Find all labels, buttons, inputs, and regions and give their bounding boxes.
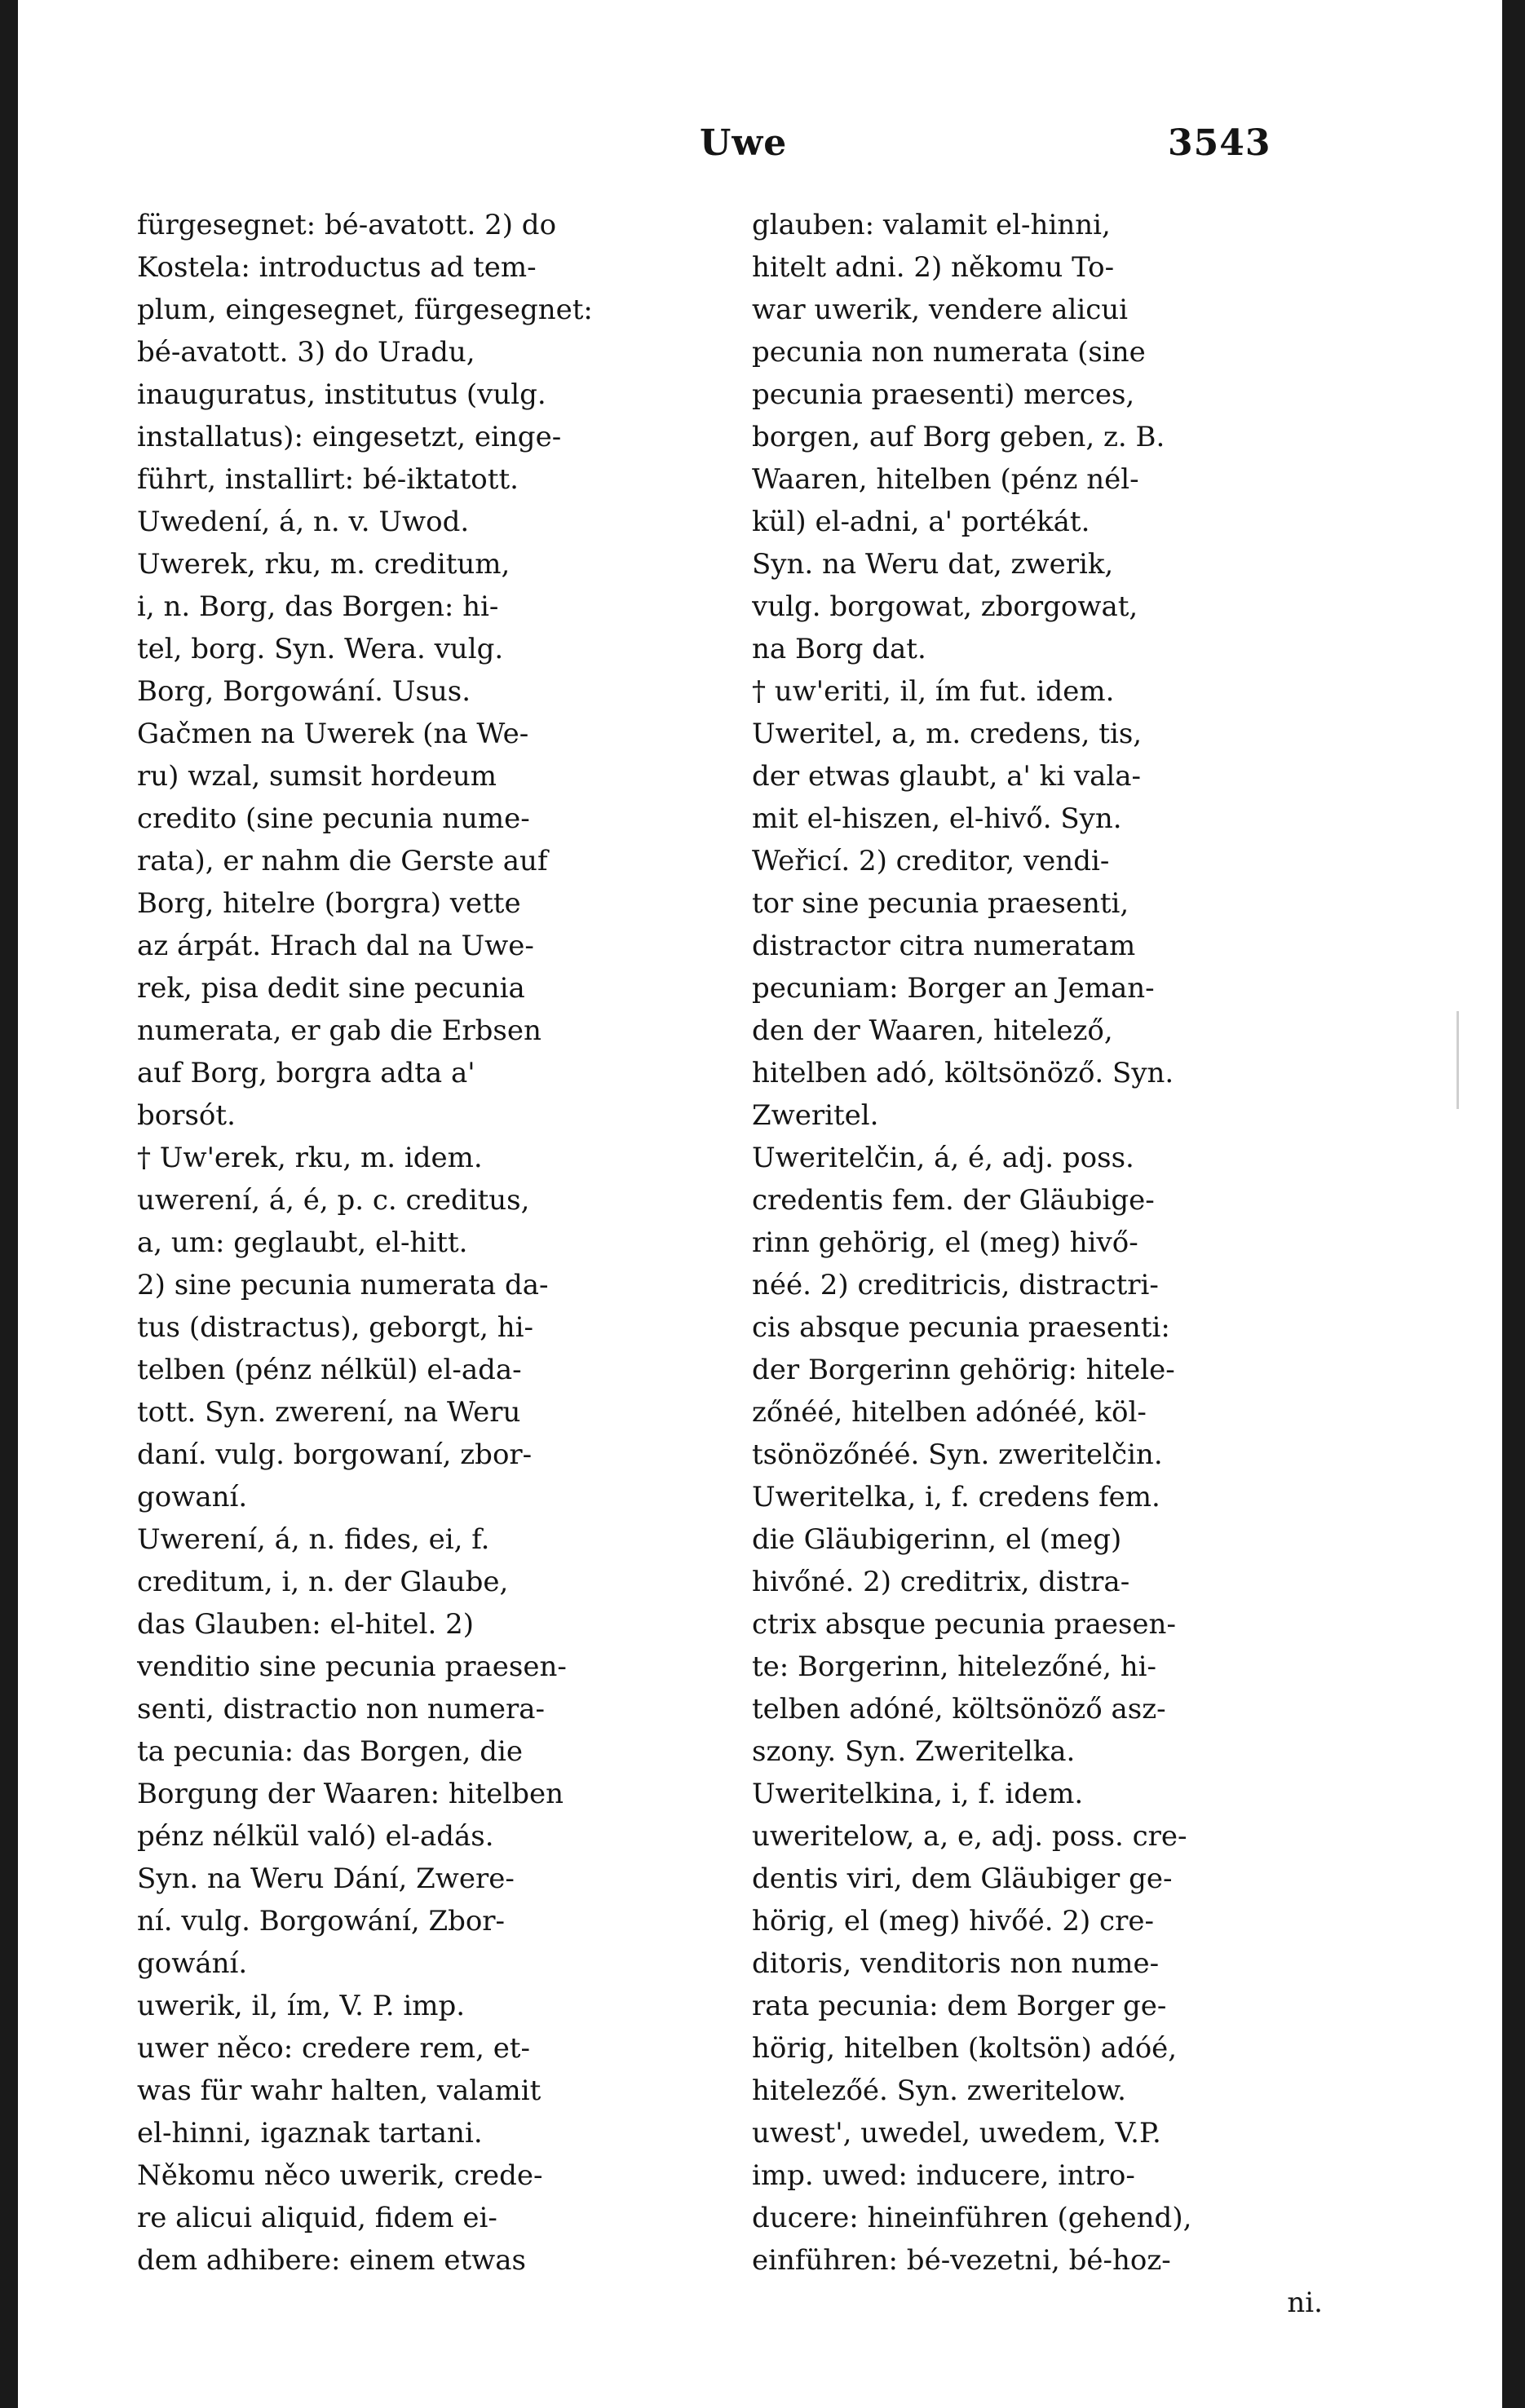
text-line: Zweritel. bbox=[752, 1099, 879, 1132]
text-line: uwerení, á, é, p. c. creditus, bbox=[137, 1184, 530, 1217]
text-line: ru) wzal, sumsit hordeum bbox=[137, 760, 497, 793]
text-line: Borgung der Waaren: hitelben bbox=[137, 1778, 564, 1810]
text-line: rata pecunia: dem Borger ge- bbox=[752, 1990, 1167, 2022]
text-line: fürgesegnet: bé-avatott. 2) do bbox=[137, 209, 557, 241]
text-line: pecunia praesenti) merces, bbox=[752, 378, 1135, 411]
text-line: Uweritelka, i, f. credens fem. bbox=[752, 1481, 1160, 1513]
page-number: 3543 bbox=[1168, 122, 1271, 164]
text-line: ctrix absque pecunia praesen- bbox=[752, 1608, 1176, 1641]
text-line: installatus): eingesetzt, einge- bbox=[137, 421, 562, 453]
text-line: kül) el-adni, a' portékát. bbox=[752, 506, 1090, 538]
text-line: zőnéé, hitelben adónéé, köl- bbox=[752, 1396, 1147, 1429]
text-line: rinn gehörig, el (meg) hivő- bbox=[752, 1226, 1138, 1259]
text-line: ta pecunia: das Borgen, die bbox=[137, 1735, 524, 1768]
text-line: hitelben adó, költsönöző. Syn. bbox=[752, 1057, 1174, 1089]
text-line: tus (distractus), geborgt, hi- bbox=[137, 1311, 533, 1344]
text-line: ní. vulg. Borgowání, Zbor- bbox=[137, 1905, 506, 1937]
text-line: a, um: geglaubt, el-hitt. bbox=[137, 1226, 468, 1259]
right-column bbox=[752, 204, 1323, 2324]
text-line: credito (sine pecunia nume- bbox=[137, 802, 530, 835]
text-line: der Borgerinn gehörig: hitele- bbox=[752, 1354, 1175, 1386]
text-line: pecuniam: Borger an Jeman- bbox=[752, 972, 1155, 1005]
text-line: plum, eingesegnet, fürgesegnet: bbox=[137, 294, 593, 326]
text-line: gowání. bbox=[137, 1947, 248, 1980]
text-line: Uwerení, á, n. fides, ei, f. bbox=[137, 1523, 490, 1556]
text-line: uwerik, il, ím, V. P. imp. bbox=[137, 1990, 466, 2022]
text-line: der etwas glaubt, a' ki vala- bbox=[752, 760, 1142, 793]
text-line: re alicui aliquid, fidem ei- bbox=[137, 2202, 497, 2234]
text-line: borsót. bbox=[137, 1099, 236, 1132]
text-line: vulg. borgowat, zborgowat, bbox=[752, 590, 1138, 623]
text-line: Borg, hitelre (borgra) vette bbox=[137, 887, 521, 920]
text-line: numerata, er gab die Erbsen bbox=[137, 1014, 541, 1047]
text-line: daní. vulg. borgowaní, zbor- bbox=[137, 1438, 533, 1471]
text-line: inauguratus, institutus (vulg. bbox=[137, 378, 546, 411]
text-line: pénz nélkül való) el-adás. bbox=[137, 1820, 494, 1853]
text-line: die Gläubigerinn, el (meg) bbox=[752, 1523, 1122, 1556]
text-line: ducere: hineinführen (gehend), bbox=[752, 2202, 1192, 2234]
text-line: imp. uwed: inducere, intro- bbox=[752, 2159, 1135, 2192]
running-head: Uwe bbox=[700, 122, 788, 164]
text-line: tor sine pecunia praesenti, bbox=[752, 887, 1129, 920]
text-line: Uwedení, á, n. v. Uwod. bbox=[137, 506, 470, 538]
text-line: 2) sine pecunia numerata da- bbox=[137, 1269, 549, 1301]
text-line: hivőné. 2) creditrix, distra- bbox=[752, 1566, 1130, 1598]
text-line: pecunia non numerata (sine bbox=[752, 336, 1146, 369]
text-line: mit el-hiszen, el-hivő. Syn. bbox=[752, 802, 1122, 835]
text-line: Gačmen na Uwerek (na We- bbox=[137, 718, 529, 750]
text-line: az árpát. Hrach dal na Uwe- bbox=[137, 930, 534, 962]
text-line: telben (pénz nélkül) el-ada- bbox=[137, 1354, 522, 1386]
text-line: Waaren, hitelben (pénz nél- bbox=[752, 463, 1139, 496]
text-line: Kostela: introductus ad tem- bbox=[137, 251, 537, 284]
text-line: uwer něco: credere rem, et- bbox=[137, 2032, 530, 2065]
text-line: Uweritelkina, i, f. idem. bbox=[752, 1778, 1084, 1810]
text-line: ni. bbox=[1287, 2286, 1323, 2319]
text-line: Borg, Borgowání. Usus. bbox=[137, 675, 471, 708]
text-line: gowaní. bbox=[137, 1481, 248, 1513]
text-line: borgen, auf Borg geben, z. B. bbox=[752, 421, 1165, 453]
text-line: néé. 2) creditricis, distractri- bbox=[752, 1269, 1159, 1301]
text-line: führt, installirt: bé-iktatott. bbox=[137, 463, 519, 496]
text-line: Weřicí. 2) creditor, vendi- bbox=[752, 845, 1110, 877]
text-line: venditio sine pecunia praesen- bbox=[137, 1650, 567, 1683]
text-line: uweritelow, a, e, adj. poss. cre- bbox=[752, 1820, 1187, 1853]
text-line: † Uw'erek, rku, m. idem. bbox=[137, 1142, 483, 1174]
text-line: cis absque pecunia praesenti: bbox=[752, 1311, 1170, 1344]
text-line: was für wahr halten, valamit bbox=[137, 2074, 541, 2107]
text-line: hörig, hitelben (koltsön) adóé, bbox=[752, 2032, 1178, 2065]
text-line: tel, borg. Syn. Wera. vulg. bbox=[137, 633, 504, 665]
text-line: dentis viri, dem Gläubiger ge- bbox=[752, 1862, 1173, 1895]
text-line: telben adóné, költsönöző asz- bbox=[752, 1693, 1166, 1725]
text-line: rata), er nahm die Gerste auf bbox=[137, 845, 548, 877]
text-line: ditoris, venditoris non nume- bbox=[752, 1947, 1160, 1980]
scan-edge-right bbox=[1502, 0, 1525, 2408]
text-line: † uw'eriti, il, ím fut. idem. bbox=[752, 675, 1115, 708]
text-line: distractor citra numeratam bbox=[752, 930, 1136, 962]
text-line: Někomu něco uwerik, crede- bbox=[137, 2159, 543, 2192]
text-line: das Glauben: el-hitel. 2) bbox=[137, 1608, 474, 1641]
text-line: tsönözőnéé. Syn. zweritelčin. bbox=[752, 1438, 1163, 1471]
text-line: szony. Syn. Zweritelka. bbox=[752, 1735, 1076, 1768]
text-line: war uwerik, vendere alicui bbox=[752, 294, 1129, 326]
text-line: Syn. na Weru dat, zwerik, bbox=[752, 548, 1114, 581]
text-line: creditum, i, n. der Glaube, bbox=[137, 1566, 509, 1598]
text-line: uwest', uwedel, uwedem, V.P. bbox=[752, 2117, 1161, 2150]
text-line: den der Waaren, hitelező, bbox=[752, 1014, 1113, 1047]
scan-edge-left bbox=[0, 0, 18, 2408]
text-line: senti, distractio non numera- bbox=[137, 1693, 545, 1725]
text-line: te: Borgerinn, hitelezőné, hi- bbox=[752, 1650, 1157, 1683]
text-line: auf Borg, borgra adta a' bbox=[137, 1057, 475, 1089]
text-line: credentis fem. der Gläubige- bbox=[752, 1184, 1155, 1217]
page-fold-mark bbox=[1456, 1011, 1459, 1109]
text-line: Uweritelčin, á, é, adj. poss. bbox=[752, 1142, 1134, 1174]
text-line: hitelt adni. 2) někomu To- bbox=[752, 251, 1115, 284]
text-line: Uwerek, rku, m. creditum, bbox=[137, 548, 511, 581]
text-line: hörig, el (meg) hivőé. 2) cre- bbox=[752, 1905, 1154, 1937]
text-line: rek, pisa dedit sine pecunia bbox=[137, 972, 525, 1005]
left-column bbox=[137, 204, 708, 2282]
text-line: einführen: bé-vezetni, bé-hoz- bbox=[752, 2244, 1171, 2277]
text-line: glauben: valamit el-hinni, bbox=[752, 209, 1111, 241]
text-line: Syn. na Weru Dání, Zwere- bbox=[137, 1862, 515, 1895]
text-line: hitelezőé. Syn. zweritelow. bbox=[752, 2074, 1126, 2107]
text-line: na Borg dat. bbox=[752, 633, 926, 665]
text-line: i, n. Borg, das Borgen: hi- bbox=[137, 590, 499, 623]
text-line: bé-avatott. 3) do Uradu, bbox=[137, 336, 475, 369]
text-line: el-hinni, igaznak tartani. bbox=[137, 2117, 483, 2150]
text-line: dem adhibere: einem etwas bbox=[137, 2244, 526, 2277]
text-line: Uweritel, a, m. credens, tis, bbox=[752, 718, 1143, 750]
text-line: tott. Syn. zwerení, na Weru bbox=[137, 1396, 521, 1429]
